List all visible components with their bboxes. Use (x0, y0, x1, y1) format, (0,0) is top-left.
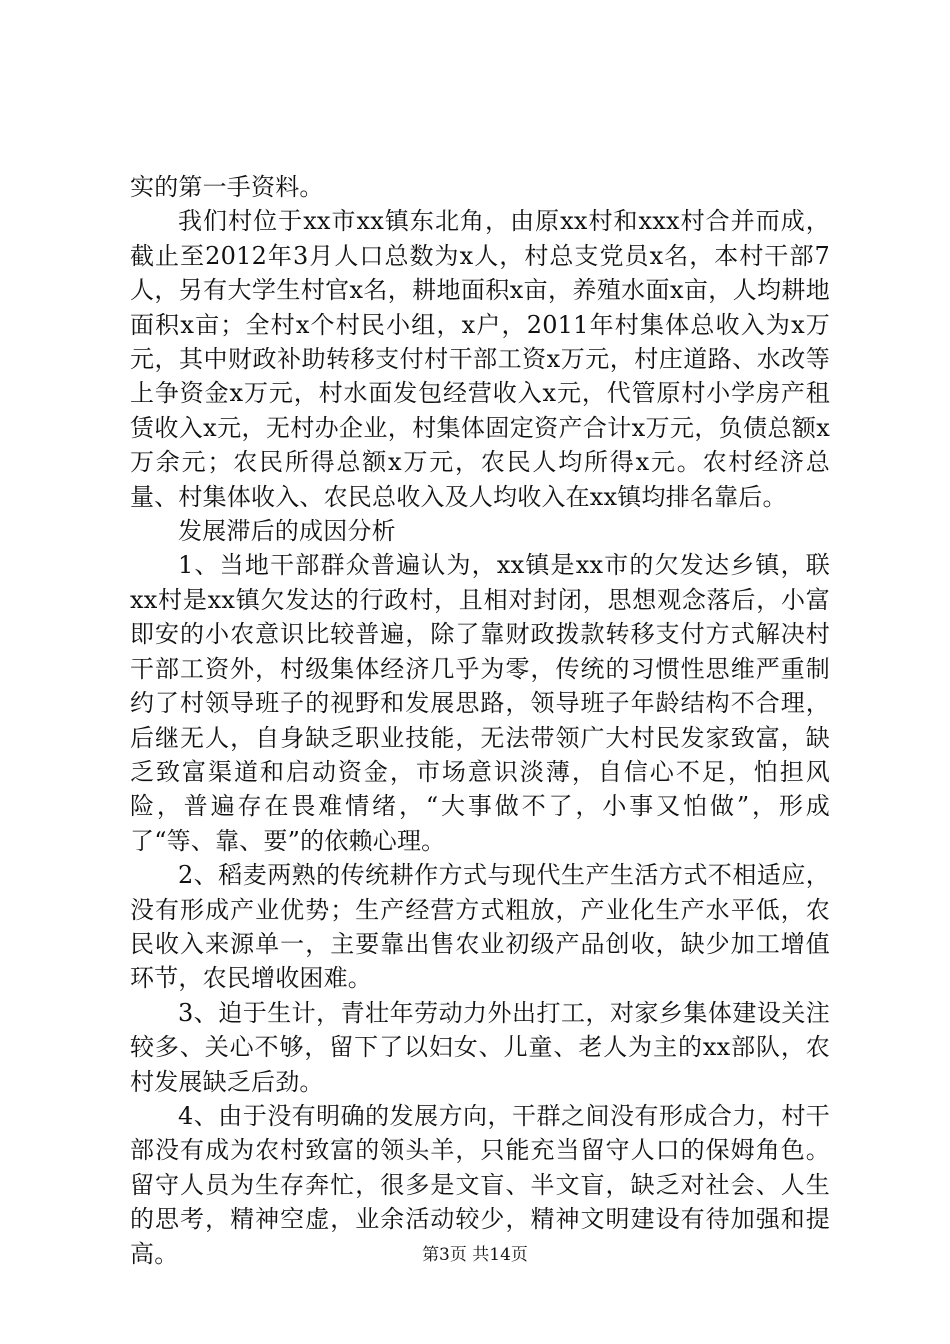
section-heading-cause-analysis: 发展滞后的成因分析 (178, 517, 396, 546)
page-number-footer: 第3页 共14页 (422, 1245, 528, 1265)
paragraph-cause-1: 1、当地干部群众普遍认为，xx镇是xx市的欠发达乡镇，联xx村是xx镇欠发达的行政村，且相对封闭，思想观念落后，小富即安的小农意识比较普遍，除了靠财政拨款转移支付方式解决村干部工资外，村级集体经济几乎为零，传统的习惯性思维严重制约了村领导班子的视野和发展思路，领导班子年龄结构不合理，后继无人，自身缺乏职业技能，无法带领广大村民发家致富，缺乏致富渠道和启动资金，市场意识淡薄，自信心不足，怕担风险，普遍存在畏难情绪，“大事做不了，小事又怕做”，形成了“等、靠、要”的依赖心理。 (130, 551, 830, 855)
paragraph-continuation: 实的第一手资料。 (130, 173, 324, 201)
paragraph-cause-3: 3、迫于生计，青壮年劳动力外出打工，对家乡集体建设关注较多、关心不够，留下了以妇女、儿童、老人为主的xx部队，农村发展缺乏后劲。 (130, 998, 830, 1096)
document-body (130, 170, 830, 1271)
paragraph-village-overview: 我们村位于xx市xx镇东北角，由原xx村和xxx村合并而成，截止至2012年3月人口总数为x人，村总支党员x名，本村干部7人，另有大学生村官x名，耕地面积x亩，养殖水面x亩，人均耕地面积x亩；全村x个村民小组，x户，2011年村集体总收入为x万元，其中财政补助转移支付村干部工资x万元，村庄道路、水改等上争资金x万元，村水面发包经营收入x元，代管原村小学房产租赁收入x元，无村办企业，村集体固定资产合计x万元，负债总额x万余元；农民所得总额x万元，农民人均所得x元。农村经济总量、村集体收入、农民总收入及人均收入在xx镇均排名靠后。 (130, 207, 830, 511)
paragraph-cause-4: 4、由于没有明确的发展方向，干群之间没有形成合力，村干部没有成为农村致富的领头羊，只能充当留守人口的保姆角色。留守人员为生存奔忙，很多是文盲、半文盲，缺乏对社会、人生的思考，精神空虚，业余活动较少，精神文明建设有待加强和提高。 (130, 1101, 830, 1268)
paragraph-cause-2: 2、稻麦两熟的传统耕作方式与现代生产生活方式不相适应，没有形成产业优势；生产经营方式粗放，产业化生产水平低，农民收入来源单一，主要靠出售农业初级产品创收，缺少加工增值环节，农民增收困难。 (130, 861, 830, 993)
